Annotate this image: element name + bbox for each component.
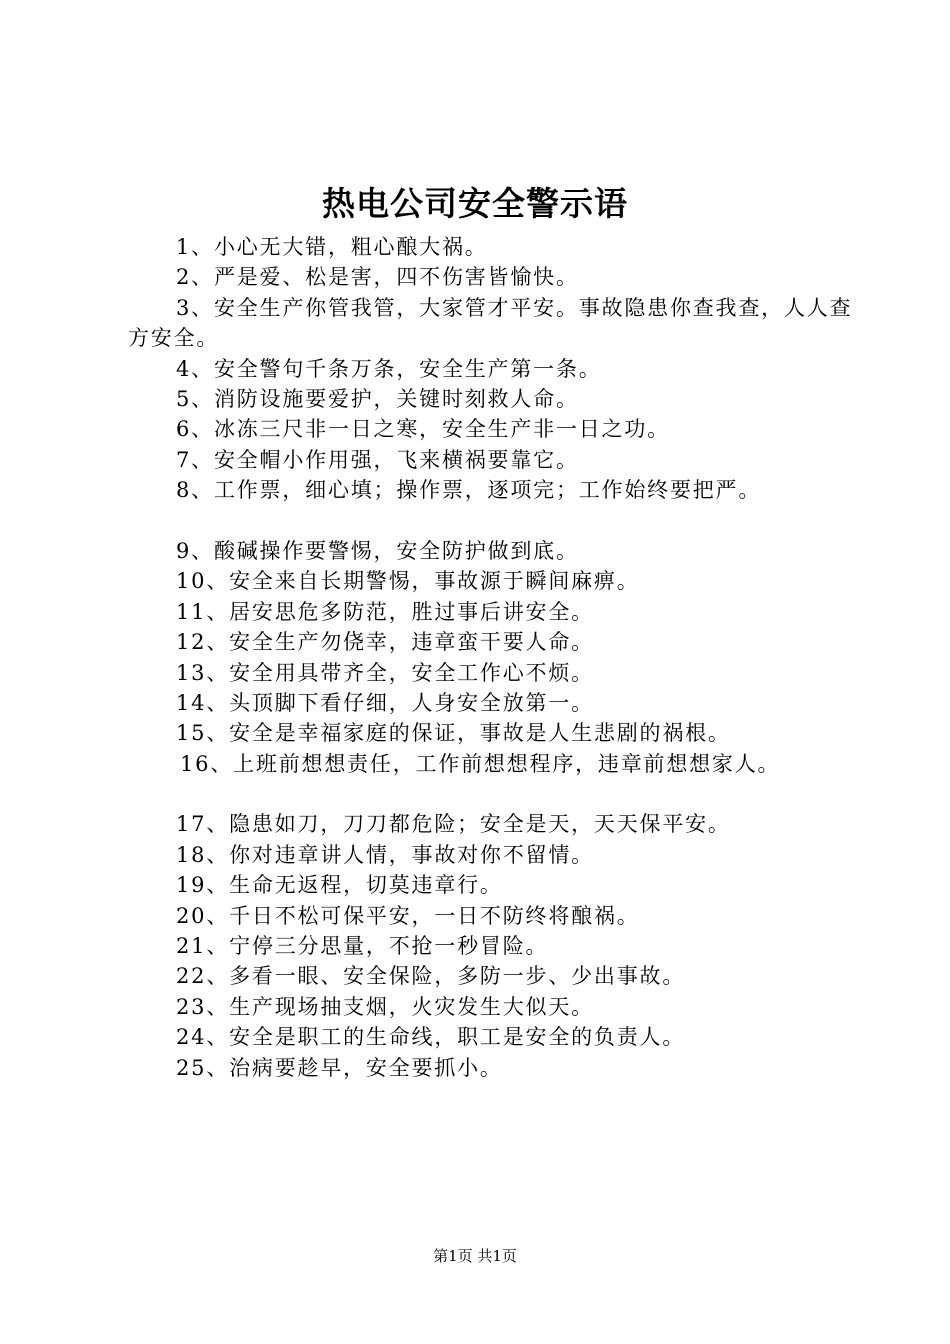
slogan-line-19: 19、生命无返程，切莫违章行。 [176,873,503,898]
slogan-line-21: 21、宁停三分思量，不抢一秒冒险。 [176,934,549,959]
paragraph-gap [128,506,868,536]
slogan-line-11: 11、居安思危多防范，胜过事后讲安全。 [176,599,594,624]
slogan-line-8: 8、工作票，细心填；操作票，逐项完；工作始终要把严。 [176,478,762,503]
slogan-line-2: 2、严是爱、松是害，四不伤害皆愉快。 [176,265,579,290]
page-footer: 第1页 共1页 [433,1247,517,1265]
slogan-line-14: 14、头顶脚下看仔细，人身安全放第一。 [176,690,594,715]
slogan-line-4: 4、安全警句千条万条，安全生产第一条。 [176,356,602,381]
slogan-line-15: 15、安全是幸福家庭的保证，事故是人生悲剧的祸根。 [176,721,731,746]
slogan-line-17: 17、隐患如刀，刀刀都危险；安全是天，天天保平安。 [176,812,731,837]
slogan-line-23: 23、生产现场抽支烟，火灾发生大似天。 [176,994,594,1019]
paragraph-gap [128,779,868,809]
slogan-line-25: 25、治病要趁早，安全要抓小。 [176,1055,503,1080]
slogan-line-18: 18、你对违章讲人情，事故对你不留情。 [176,842,594,867]
slogan-line-16: 16、上班前想想责任，工作前想想程序，违章前想想家人。 [180,751,781,776]
slogan-line-10: 10、安全来自长期警惕，事故源于瞬间麻痹。 [176,569,640,594]
slogan-line-22: 22、多看一眼、安全保险，多防一步、少出事故。 [176,964,686,989]
slogan-line-6: 6、冰冻三尺非一日之寒，安全生产非一日之功。 [176,417,670,442]
document-title: 热电公司安全警示语 [322,184,628,223]
slogan-line-5: 5、消防设施要爱护，关键时刻救人命。 [176,386,579,411]
slogan-line-3: 3、安全生产你管我管，大家管才平安。事故隐患你查我查，人人查方安全。 [128,295,853,351]
slogan-line-12: 12、安全生产勿侥幸，违章蛮干要人命。 [176,630,594,655]
slogan-line-20: 20、千日不松可保平安，一日不防终将酿祸。 [176,903,640,928]
slogan-list [128,232,868,1083]
slogan-line-24: 24、安全是职工的生命线，职工是安全的负责人。 [176,1025,686,1050]
slogan-line-1: 1、小心无大错，粗心酿大祸。 [176,235,488,259]
slogan-line-9: 9、酸碱操作要警惕，安全防护做到底。 [176,538,579,563]
slogan-line-13: 13、安全用具带齐全，安全工作心不烦。 [176,660,594,685]
slogan-line-7: 7、安全帽小作用强，飞来横祸要靠它。 [176,447,579,472]
